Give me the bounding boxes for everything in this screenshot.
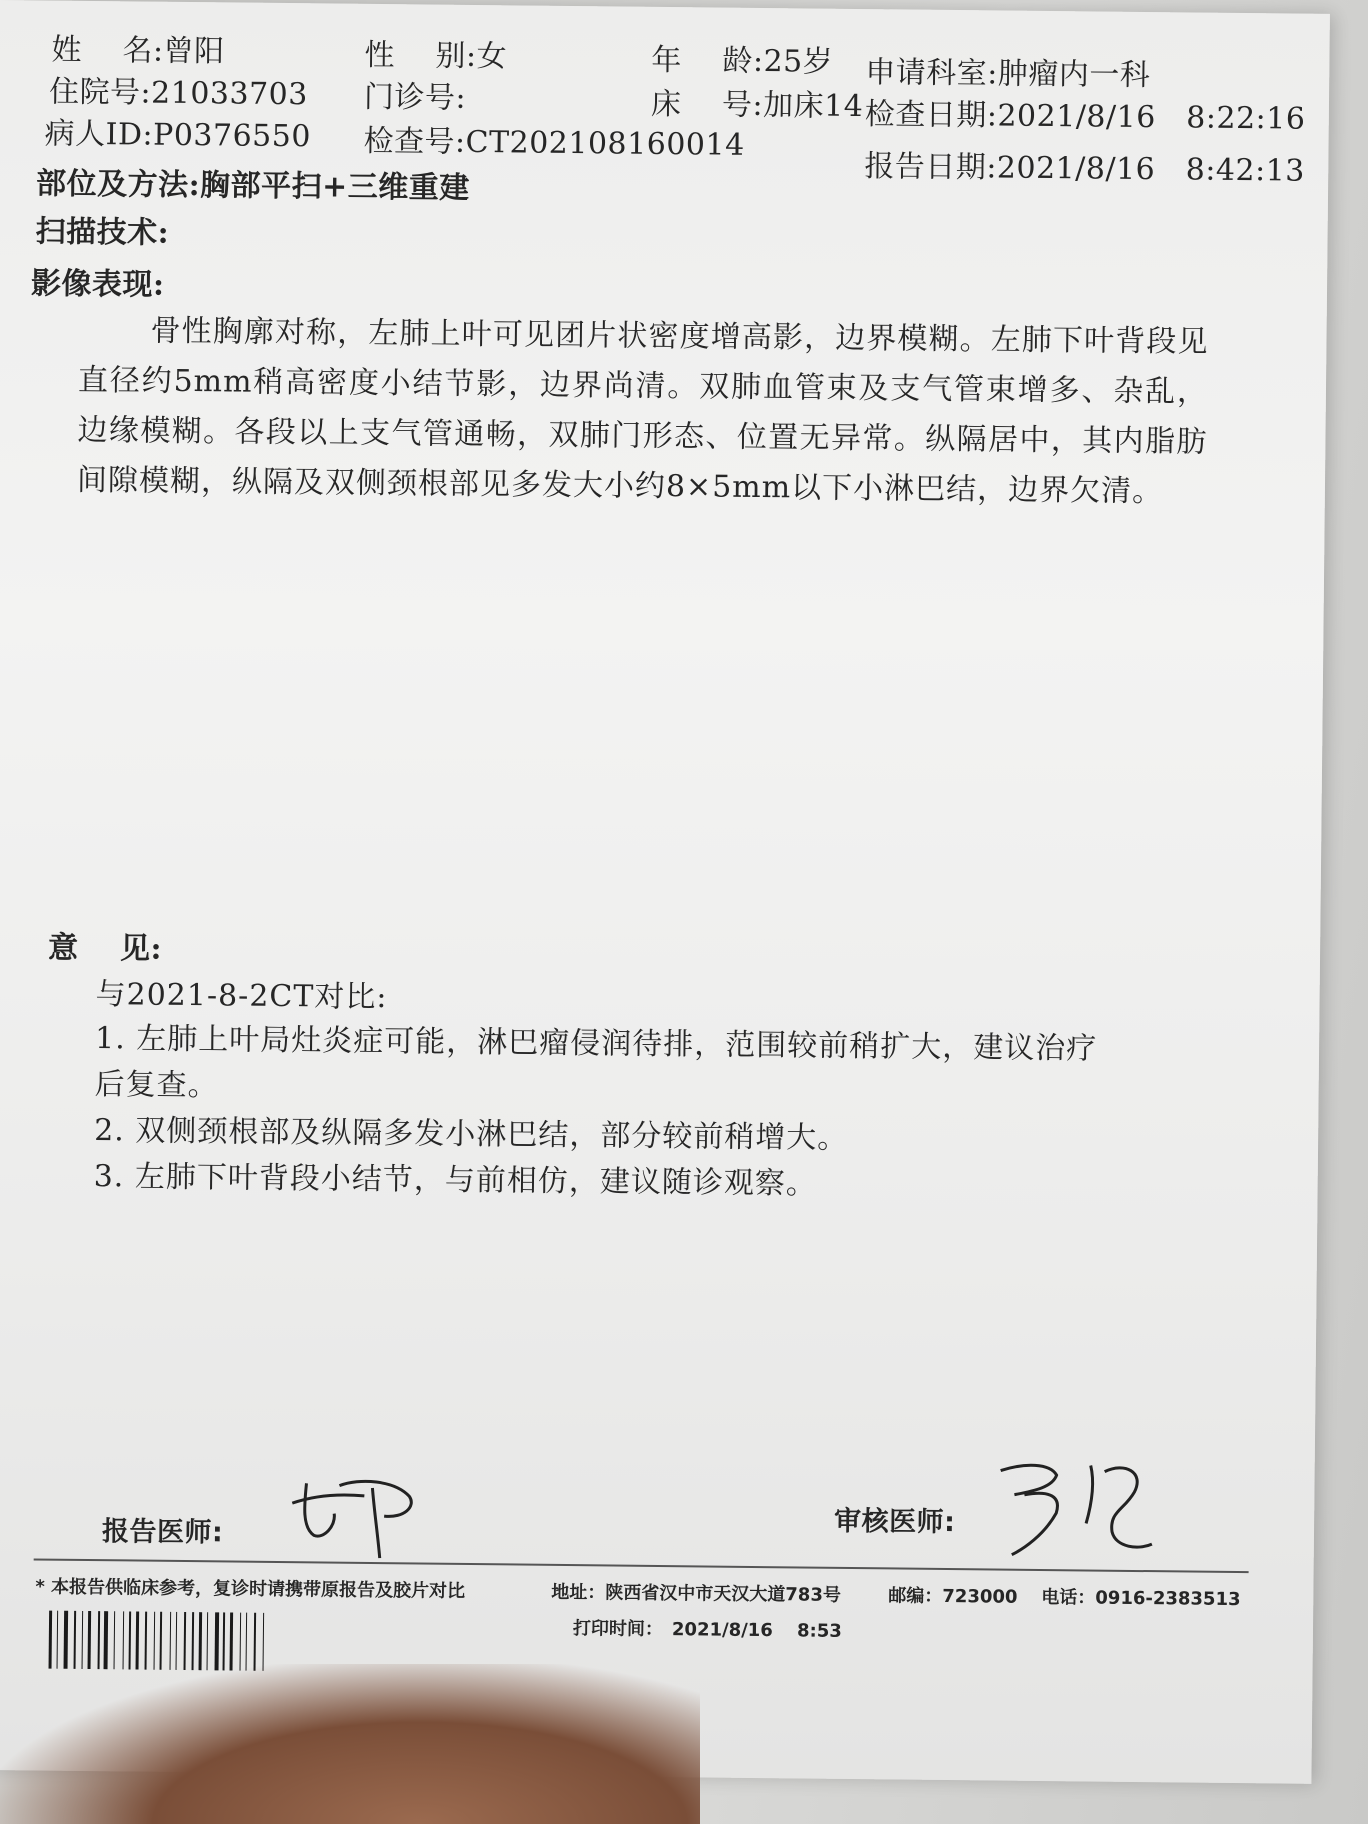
barcode-bar (172, 1612, 175, 1670)
patient-gender: 性 别:女 (364, 37, 508, 75)
barcode-bar (164, 1612, 168, 1670)
barcode-bar (246, 1613, 248, 1671)
barcode-bar (88, 1611, 92, 1669)
barcode-bar (184, 1612, 187, 1670)
barcode-bar (70, 1611, 72, 1669)
bed-number: 床 号:加床14 (650, 86, 864, 125)
imaging-findings-label: 影像表现: (30, 266, 165, 303)
report-doctor-signature (284, 1465, 435, 1562)
barcode-bar (49, 1611, 53, 1669)
barcode-bar (207, 1612, 209, 1670)
footer-address: 地址：陕西省汉中市天汉大道783号 (551, 1581, 842, 1606)
imaging-findings-text: 骨性胸廓对称，左肺上叶可见团片状密度增高影，边界模糊。左肺下叶背段见直径约5mm稍高密度小结节影，边界尚清。双肺血管束及支气管束增多、杂乱，边缘模糊。各段以上支气管通畅，双肺门形态、位置无异常。纵隔居中，其内脂肪间隙模糊，纵隔及双侧颈根部见多发大小约8×5mm以下小淋巴结，边界欠清。 (76, 313, 1209, 510)
print-time: 打印时间： 2021/8/16 8:53 (572, 1618, 842, 1642)
barcode-bar (64, 1611, 69, 1669)
barcode-bar (220, 1612, 222, 1670)
barcode-bar (104, 1611, 109, 1669)
barcode-bar (129, 1611, 132, 1669)
outpatient-number: 门诊号: (363, 79, 467, 116)
admission-number: 住院号:21033703 (48, 74, 309, 113)
barcode-bar (53, 1611, 56, 1669)
barcode-bar (258, 1613, 261, 1671)
barcode-bar (101, 1611, 103, 1669)
opinion-item-3: 3. 左肺下叶背段小结节，与前相仿，建议随诊观察。 (93, 1159, 818, 1202)
comparison-line: 与2021-8-2CT对比: (95, 977, 388, 1016)
barcode-bar (188, 1612, 190, 1670)
barcode-bar (250, 1613, 254, 1671)
barcode-bar (230, 1612, 234, 1670)
barcode-bar (57, 1611, 59, 1669)
footer-note: * 本报告供临床参考，复诊时请携带原报告及胶片对比 (35, 1576, 466, 1602)
barcode-bar (114, 1611, 116, 1669)
barcode-bar (82, 1611, 84, 1669)
barcode-bar (117, 1611, 121, 1669)
barcode-bar (148, 1612, 153, 1670)
report-date: 报告日期:2021/8/16 8:42:13 (864, 149, 1306, 189)
opinion-item-1-continued: 后复查。 (94, 1067, 219, 1104)
patient-name: 姓 名:曾阳 (51, 32, 225, 70)
barcode (49, 1611, 296, 1672)
hand-holding-paper (0, 1664, 700, 1824)
exam-date: 检查日期:2021/8/16 8:22:16 (864, 97, 1306, 137)
site-method: 部位及方法:胸部平扫+三维重建 (35, 166, 470, 206)
barcode-bar (210, 1612, 213, 1670)
opinion-item-1: 1. 左肺上叶局灶炎症可能，淋巴瘤侵润待排，范围较前稍扩大，建议治疗 (94, 1021, 1098, 1067)
barcode-bar (125, 1611, 128, 1669)
barcode-bar (223, 1612, 226, 1670)
patient-id: 病人ID:P0376550 (44, 116, 312, 155)
exam-number: 检查号:CT202108160014 (363, 123, 745, 163)
barcode-bar (160, 1612, 163, 1670)
barcode-bar (176, 1612, 178, 1670)
barcode-bar (242, 1613, 245, 1671)
barcode-bar (141, 1612, 143, 1670)
barcode-bar (77, 1611, 81, 1669)
barcode-bar (180, 1612, 184, 1670)
patient-age: 年 龄:25岁 (651, 42, 834, 80)
review-doctor-signature (994, 1450, 1160, 1562)
report-doctor-label: 报告医师: (101, 1516, 224, 1549)
barcode-bar (235, 1613, 238, 1671)
barcode-bar (199, 1612, 203, 1670)
opinion-item-2: 2. 双侧颈根部及纵隔多发小淋巴结，部分较前稍增大。 (93, 1113, 849, 1156)
barcode-bar (93, 1611, 96, 1669)
footer-phone: 电话：0916-2383513 (1041, 1586, 1241, 1611)
footer-postcode: 邮编：723000 (888, 1585, 1018, 1608)
barcode-bar (215, 1612, 220, 1670)
barcode-bar (254, 1613, 257, 1671)
opinion-label: 意 见: (47, 930, 163, 967)
requesting-department: 申请科室:肿瘤内一科 (865, 55, 1151, 94)
scan-technique-label: 扫描技术: (35, 214, 170, 251)
barcode-bar (195, 1612, 198, 1670)
barcode-bar (154, 1612, 156, 1670)
review-doctor-label: 审核医师: (833, 1505, 956, 1539)
barcode-bar (265, 1613, 269, 1671)
barcode-bar (136, 1612, 140, 1670)
